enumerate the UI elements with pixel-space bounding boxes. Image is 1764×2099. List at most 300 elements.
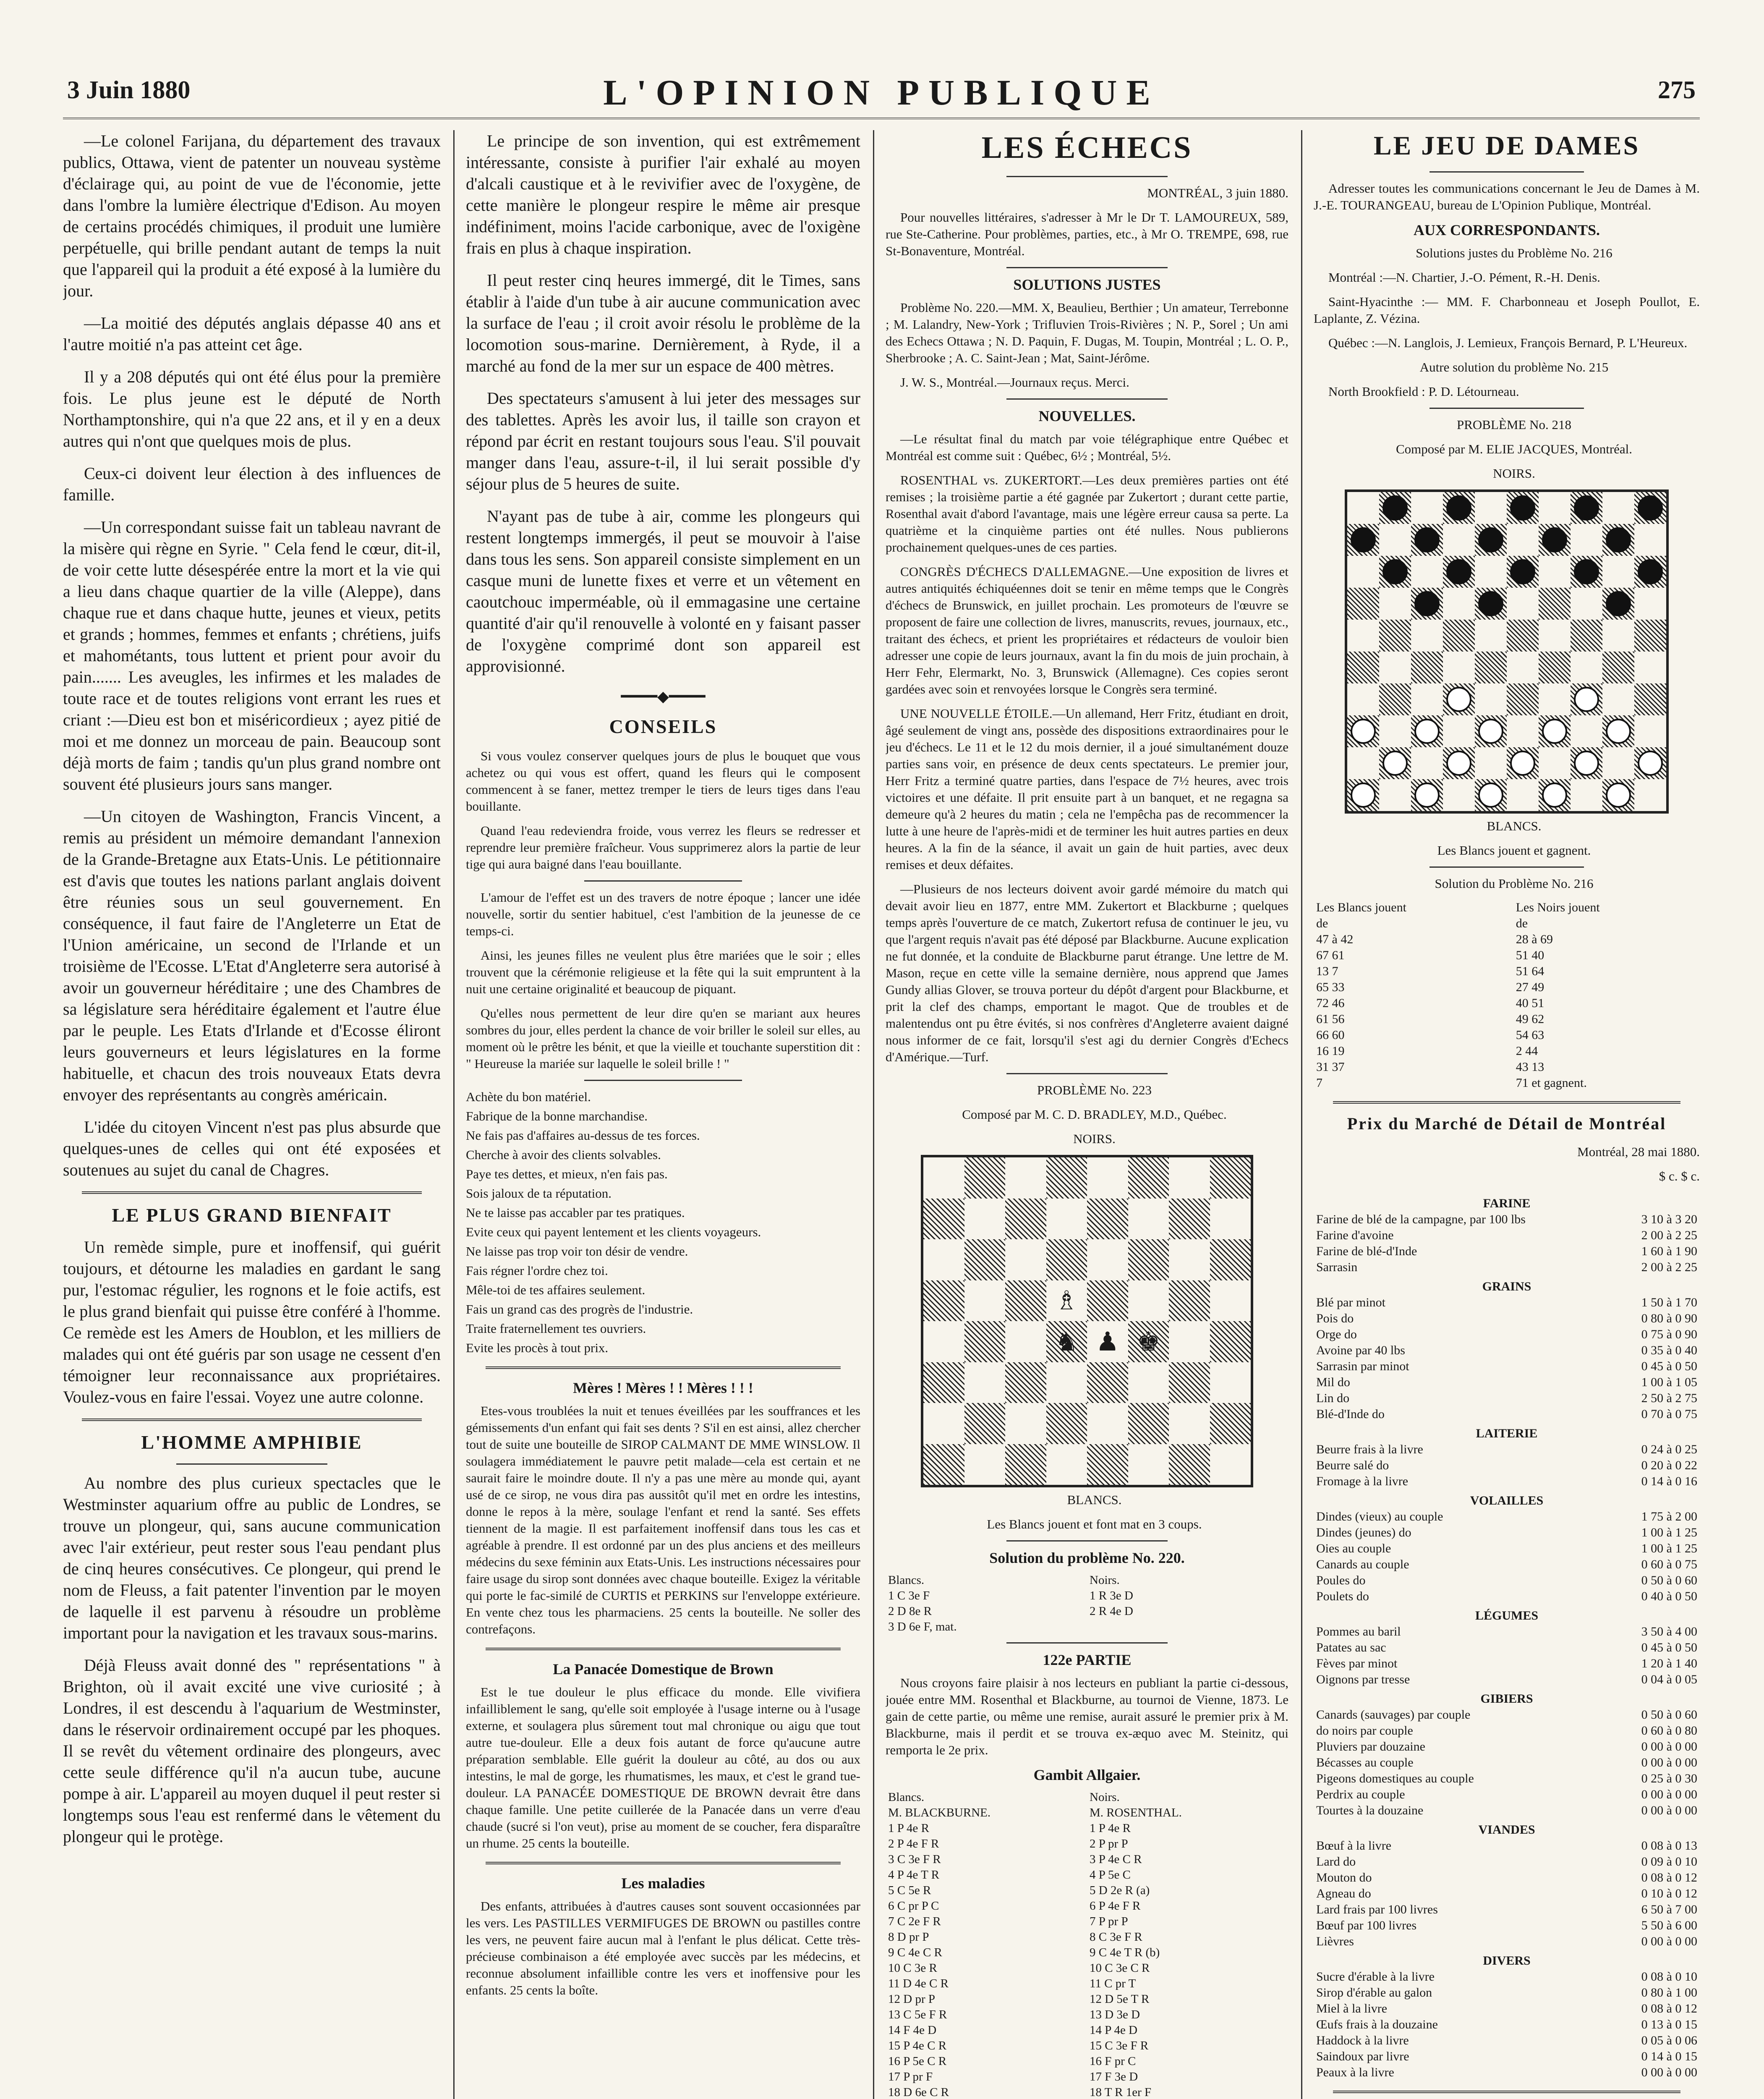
solution-row xyxy=(1314,1027,1700,1043)
article-paragraph: Déjà Fleuss avait donné des " représentations " à Brighton, où il avait excité une vive curiosité ; à Londres, il est descendu à l'aquarium de Westminster, dans le réservoir ordinairement occupé par les phoques. Il se revêt du vêtement ordinaire des plongeurs, avec cette seule différence qu'il n'a aucun tube, aucune pompe à air. L'appareil au moyen duquel il peut rester si longtemps sous l'eau est renfermé dans le vêtement du plongeur qui le protège. xyxy=(63,1656,441,1846)
draughts-square xyxy=(1475,747,1507,779)
price-item: Lard do xyxy=(1316,1855,1356,1869)
price-section-heading: DIVERS xyxy=(1483,1954,1531,1968)
price-item: Beurre frais à la livre xyxy=(1316,1442,1423,1456)
move-white: 65 33 xyxy=(1316,980,1345,994)
draughts-square xyxy=(1379,779,1411,811)
draughts-square xyxy=(1634,652,1666,683)
price-row xyxy=(1314,1934,1700,1950)
chess-square xyxy=(1169,1362,1210,1403)
chess-square xyxy=(964,1280,1006,1322)
price-value: 0 80 à 1 00 xyxy=(1641,1986,1697,2000)
draughts-square xyxy=(1539,588,1571,620)
masthead xyxy=(63,63,1700,119)
draughts-square xyxy=(1411,652,1443,683)
price-value: 0 50 à 0 60 xyxy=(1641,1708,1697,1722)
divider xyxy=(1006,267,1168,268)
price-row xyxy=(1314,2017,1700,2033)
price-row xyxy=(1314,1259,1700,1275)
black-piece xyxy=(1414,527,1440,553)
price-item: Farine de blé de la campagne, par 100 lbs xyxy=(1316,1212,1526,1226)
draughts-square xyxy=(1411,524,1443,556)
chess-square xyxy=(1169,1444,1210,1485)
solution-row xyxy=(1314,932,1700,947)
price-item: Pois do xyxy=(1316,1311,1354,1325)
move-black: 14 P 4e D xyxy=(1090,2023,1138,2037)
draughts-square xyxy=(1571,524,1602,556)
draughts-square xyxy=(1475,556,1507,588)
move-black: 2 R 4e D xyxy=(1090,1604,1133,1618)
price-value: 0 00 à 0 00 xyxy=(1641,1803,1697,1817)
move-white: 14 F 4e D xyxy=(888,2023,937,2037)
price-row xyxy=(1314,1870,1700,1886)
draughts-square xyxy=(1347,683,1379,715)
move-white: 67 61 xyxy=(1316,948,1345,962)
move-white: 4 P 4e T R xyxy=(888,1868,939,1882)
draughts-square xyxy=(1634,556,1666,588)
white-piece xyxy=(1606,719,1631,744)
chess-square xyxy=(923,1280,964,1322)
news-paragraph: L'idée du citoyen Vincent n'est pas plus absurde que quelques-unes de celles qui ont été exposées et soutenues au sujet du canal de Chagres. xyxy=(63,1118,441,1179)
price-row xyxy=(1314,1672,1700,1688)
price-table xyxy=(1314,1192,1700,2081)
price-section-row xyxy=(1314,1275,1700,1295)
problem-composer: Composé par M. ELIE JACQUES, Montréal. xyxy=(1396,442,1633,456)
ad-paragraph: Etes-vous troublées la nuit et tenues éveillées par les souffrances et les gémissements d'un enfant qui fait ses dents ? S'il en est ainsi, allez chercher tout de suite une bouteille de SIROP CALMANT DE MME WINSLOW. Il soulagera immédiatement le pauvre petit malade—cela est certain et ne saurait faire le moindre doute. Il n'y a pas une mère au monde qui, ayant usé de ce sirop, ne vous dira pas aussitôt qu'il met en ordre les intestins, donne le repos à la mère, soulage l'enfant et rend la santé. Ses effets tiennent de la magie. Il est parfaitement inoffensif dans tous les cas et agréable à prendre. Il est ordonné par un des plus anciens et des meilleurs médecins du sexe féminin aux Etats-Unis. Les instructions nécessaires pour faire usage du sirop sont données avec chaque bouteille. Exigez la véritable qui porte le fac-similé de CURTIS et PERKINS sur l'enveloppe extérieure. En vente chez tous les pharmaciens. 25 cents la bouteille. Ne soller des contrefaçons. xyxy=(466,1403,860,1636)
chess-square xyxy=(1210,1321,1251,1362)
price-row xyxy=(1314,1509,1700,1525)
draughts-square xyxy=(1539,683,1571,715)
maxim: Fabrique de la bonne marchandise. xyxy=(466,1109,648,1123)
section-divider xyxy=(486,1648,841,1650)
solution-row xyxy=(1314,1075,1700,1091)
chess-square xyxy=(1169,1239,1210,1280)
draughts-square xyxy=(1443,652,1475,683)
move-black: 15 C 3e F R xyxy=(1090,2039,1149,2052)
white-piece xyxy=(1542,719,1568,744)
move-white: 61 56 xyxy=(1316,1012,1345,1026)
price-value: 0 08 à 0 12 xyxy=(1641,1871,1697,1884)
chess-square xyxy=(1169,1403,1210,1444)
move-black: 49 62 xyxy=(1516,1012,1544,1026)
black-piece xyxy=(1606,527,1631,553)
news-paragraph: —Un correspondant suisse fait un tableau navrant de la misère qui règne en Syrie. " Cela fend le cœur, dit-il, de voir cette lutte désespérée entre la mort et la vie qui a lieu dans chaque quartier de la ville (Aleppe), dans chaque rue et dans chaque hutte, jeunes et vieux, petits et grands ; hommes, femmes et enfants ; chrétiens, juifs et mahométants, tous luttent et prient pour avoir du pain....... Les aveugles, les infirmes et les malades de toute race et de toutes religions vont errant les rues et criant :—Dieu est bon et miséricordieux ; ayez pitié de moi et me donnez un morceau de pain. Beaucoup sont déjà morts de faim ; tandis qu'un plus grand nombre ont souvent été plusieurs jours sans manger. xyxy=(63,518,441,793)
chess-square xyxy=(1046,1321,1087,1362)
price-section-heading: GIBIERS xyxy=(1480,1692,1533,1706)
maxim: Mêle-toi de tes affaires seulement. xyxy=(466,1282,645,1297)
draughts-square xyxy=(1443,779,1475,811)
heading-solution-220: Solution du problème No. 220. xyxy=(989,1549,1185,1566)
draughts-square xyxy=(1539,747,1571,779)
draughts-square xyxy=(1602,588,1634,620)
black-piece xyxy=(1638,559,1663,585)
price-item: Fèves par minot xyxy=(1316,1657,1398,1670)
black-piece xyxy=(1446,559,1472,585)
price-row xyxy=(1314,1854,1700,1870)
divider xyxy=(584,880,742,882)
price-value: 0 40 à 0 50 xyxy=(1641,1589,1697,1603)
black-piece xyxy=(1446,495,1472,521)
chess-square xyxy=(1005,1444,1046,1485)
move-white: 7 C 2e F R xyxy=(888,1915,941,1928)
price-row xyxy=(1314,1573,1700,1589)
price-row xyxy=(1314,1473,1700,1489)
advice-paragraph: L'amour de l'effet est un des travers de notre époque ; lancer une idée nouvelle, sortir du sentier habituel, c'est l'ambition de la jeunesse de ce temps-ci. xyxy=(466,890,860,938)
price-value: 0 70 à 0 75 xyxy=(1641,1407,1697,1421)
draughts-square xyxy=(1347,620,1379,652)
draughts-square xyxy=(1443,620,1475,652)
maxim: Achète du bon matériel. xyxy=(466,1089,591,1104)
price-row xyxy=(1314,2033,1700,2049)
move-white: 13 C 5e F R xyxy=(888,2008,947,2021)
heading-meres: Mères ! Mères ! ! Mères ! ! ! xyxy=(573,1379,753,1396)
move-black: 7 P pr P xyxy=(1090,1915,1128,1928)
price-row xyxy=(1314,1624,1700,1640)
white-piece xyxy=(1542,783,1568,808)
move-row xyxy=(886,2007,1288,2023)
draughts-square xyxy=(1602,620,1634,652)
price-row xyxy=(1314,1803,1700,1819)
draughts-square xyxy=(1379,588,1411,620)
price-section-heading: FARINE xyxy=(1483,1196,1531,1210)
advice-paragraph: Quand l'eau redeviendra froide, vous verrez les fleurs se redresser et reprendre leur première fraîcheur. Vous supprimerez alors la partie de leur tige qui aura baigné dans l'eau bouillante. xyxy=(466,823,860,872)
chess-square xyxy=(1210,1362,1251,1403)
divider xyxy=(1006,1642,1168,1644)
price-row xyxy=(1314,1327,1700,1343)
page-number: 275 xyxy=(1658,76,1696,104)
draughts-square xyxy=(1602,652,1634,683)
section-divider xyxy=(82,1191,422,1194)
solution-row xyxy=(1314,995,1700,1011)
divider xyxy=(1006,398,1168,400)
draughts-square xyxy=(1634,683,1666,715)
heading-amphibie: L'HOMME AMPHIBIE xyxy=(141,1432,363,1453)
heading-nouvelles: NOUVELLES. xyxy=(1038,408,1136,424)
price-row xyxy=(1314,1311,1700,1327)
draughts-square xyxy=(1539,556,1571,588)
price-row xyxy=(1314,1656,1700,1672)
chess-square xyxy=(1169,1199,1210,1240)
draughts-square xyxy=(1634,747,1666,779)
move-row xyxy=(886,2085,1288,2099)
move-row xyxy=(886,1619,1288,1635)
corr-subtitle: Solutions justes du Problème No. 216 xyxy=(1416,246,1612,260)
chess-board xyxy=(921,1155,1253,1487)
move-black: 10 C 3e C R xyxy=(1090,1961,1150,1975)
price-row xyxy=(1314,1212,1700,1227)
draughts-square xyxy=(1475,652,1507,683)
price-item: Canards (sauvages) par couple xyxy=(1316,1708,1471,1722)
move-black: 13 D 3e D xyxy=(1090,2008,1140,2021)
price-value: 0 35 à 0 40 xyxy=(1641,1343,1697,1357)
move-white: 13 7 xyxy=(1316,964,1338,978)
draughts-square xyxy=(1411,683,1443,715)
black-piece xyxy=(1382,559,1408,585)
label-noirs: NOIRS. xyxy=(1073,1131,1116,1146)
heading-maladies: Les maladies xyxy=(621,1875,705,1892)
draughts-square xyxy=(1347,779,1379,811)
price-value: 0 50 à 0 60 xyxy=(1641,1573,1697,1587)
chess-square xyxy=(923,1403,964,1444)
heading-gambit: Gambit Allgaier. xyxy=(1033,1767,1141,1783)
price-item: Sucre d'érable à la livre xyxy=(1316,1970,1435,1984)
price-value: 1 50 à 1 70 xyxy=(1641,1296,1697,1309)
problem-caption: Les Blancs jouent et gagnent. xyxy=(1437,843,1591,858)
white-piece xyxy=(1351,783,1376,808)
chess-square xyxy=(1128,1362,1169,1403)
draughts-square xyxy=(1411,620,1443,652)
price-value: 0 25 à 0 30 xyxy=(1641,1772,1697,1785)
maxim: Ne laisse pas trop voir ton désir de vendre. xyxy=(466,1244,688,1259)
price-section-row xyxy=(1314,1604,1700,1624)
draughts-square xyxy=(1507,588,1539,620)
move-black: 1 P 4e R xyxy=(1090,1822,1131,1835)
maxim: Fais un grand cas des progrès de l'industrie. xyxy=(466,1302,693,1316)
price-value: 0 00 à 0 00 xyxy=(1641,1740,1697,1754)
price-item: Pigeons domestiques au couple xyxy=(1316,1772,1474,1785)
solution-row xyxy=(1314,979,1700,995)
issue-date: 3 Juin 1880 xyxy=(67,76,191,104)
section-divider xyxy=(486,1366,841,1369)
move-white: 72 46 xyxy=(1316,996,1345,1010)
heading-dames: LE JEU DE DAMES xyxy=(1373,131,1640,160)
heading-correspondants: AUX CORRESPONDANTS. xyxy=(1413,222,1600,238)
news-item: —Le résultat final du match par voie télégraphique entre Québec et Montréal est comme suit : Québec, 6½ ; Montréal, 5½. xyxy=(886,432,1288,463)
chess-square xyxy=(923,1239,964,1280)
black-piece xyxy=(1542,527,1568,553)
price-item: Poules do xyxy=(1316,1573,1366,1587)
corr-line: Montréal :—N. Chartier, J.-O. Pément, R.-H. Denis. xyxy=(1328,270,1600,285)
price-row xyxy=(1314,1390,1700,1406)
divider xyxy=(1429,408,1584,409)
draughts-square xyxy=(1475,779,1507,811)
move-white: 18 D 6e C R xyxy=(888,2086,949,2099)
draughts-square xyxy=(1507,556,1539,588)
move-row xyxy=(886,1992,1288,2007)
price-value: 0 08 à 0 13 xyxy=(1641,1839,1697,1853)
chess-square xyxy=(1005,1199,1046,1240)
chess-square xyxy=(1046,1280,1087,1322)
solution-row xyxy=(1314,963,1700,979)
black-piece xyxy=(1638,495,1663,521)
problem-title: PROBLÈME No. 223 xyxy=(1037,1083,1152,1097)
corr-line: Québec :—N. Langlois, J. Lemieux, François Bernard, P. L'Heureux. xyxy=(1328,335,1688,350)
price-value: 2 50 à 2 75 xyxy=(1641,1391,1697,1405)
draughts-square xyxy=(1634,715,1666,747)
col-head-white: Blancs. xyxy=(888,1573,925,1587)
chess-square xyxy=(1087,1280,1128,1322)
heading-solution-216: Solution du Problème No. 216 xyxy=(1435,876,1594,891)
price-row xyxy=(1314,1739,1700,1755)
move-black: 18 T R 1er F xyxy=(1090,2086,1152,2099)
draughts-square xyxy=(1571,620,1602,652)
news-paragraph: —Un citoyen de Washington, Francis Vincent, a remis au président un mémoire demandant l'annexion de la Grande-Bretagne aux Etats-Unis. Le pétitionnaire est d'avis que toutes les nations parlant anglais doivent être réunies sous un seul gouvernement. En conséquence, il faut faire de l'Angleterre un Etat de l'Union américaine, un second de l'Irlande et un troisième de l'Ecosse. L'Etat d'Angleterre sera autorisé à avoir un gouverneur héréditaire ; une des Chambres de sa législature sera héréditaire également et l'autre élue par le peuple. Les Etats d'Irlande et d'Ecosse éliront leurs gouverneurs et leurs législatures en la forme habituelle, et chacun des trois nouveaux Etats devra envoyer des représentants au congrès américain. xyxy=(63,807,441,1104)
draughts-square xyxy=(1347,556,1379,588)
maxim: Paye tes dettes, et mieux, n'en fais pas. xyxy=(466,1167,668,1181)
draughts-square xyxy=(1347,747,1379,779)
col-head: de xyxy=(1316,916,1328,930)
move-black: 28 à 69 xyxy=(1516,932,1553,946)
heading-bienfait: LE PLUS GRAND BIENFAIT xyxy=(112,1204,392,1226)
price-value: 6 50 à 7 00 xyxy=(1641,1903,1697,1916)
move-black: 17 F 3e D xyxy=(1090,2070,1138,2083)
partie-intro: Nous croyons faire plaisir à nos lecteurs en publiant la partie ci-dessous, jouée entre MM. Rosenthal et Blackburne, au tournoi de Vienne, 1873. Le gain de cette partie, ou même une remise, aurait assuré le premier prix à M. Blackburne, mais il perdit et se trouva ex-æquo avec M. Steinitz, qui remporta le 2e prix. xyxy=(886,1675,1288,1757)
draughts-square xyxy=(1602,779,1634,811)
price-value: 1 00 à 1 05 xyxy=(1641,1375,1697,1389)
chess-piece: ♞ xyxy=(1055,1326,1079,1357)
col-head: Les Noirs jouent xyxy=(1516,900,1600,914)
heading-solutions: SOLUTIONS JUSTES xyxy=(1013,276,1161,293)
price-value: 5 50 à 6 00 xyxy=(1641,1918,1697,1932)
chess-square xyxy=(1169,1321,1210,1362)
price-row xyxy=(1314,1902,1700,1918)
price-item: Bœuf par 100 livres xyxy=(1316,1918,1417,1932)
white-piece xyxy=(1414,719,1440,744)
draughts-square xyxy=(1634,620,1666,652)
draughts-square xyxy=(1634,492,1666,524)
move-black: 40 51 xyxy=(1516,996,1544,1010)
article-paragraph: Au nombre des plus curieux spectacles que le Westminster aquarium offre au public de Londres, se trouve un plongeur, qui, sans aucune communication avec l'air extérieur, peut rester sous l'eau pendant plus de cinq heures consécutives. Ce plongeur, qui prend le nom de Fleuss, a fait patenter l'invention par le moyen de laquelle il est parvenu à résoudre un problème important pour la navigation et les travaux sous-marins. xyxy=(63,1473,441,1642)
article-paragraph: Il peut rester cinq heures immergé, dit le Times, sans établir à l'aide d'un tube à air aucune communication avec la surface de l'eau ; il croit avoir résolu le problème de la locomotion sous-marine. Dernièrement, à Ryde, il a marché au fond de la mer sur un espace de 400 mètres. xyxy=(466,271,860,375)
price-item: Beurre salé do xyxy=(1316,1458,1389,1472)
move-black: 51 64 xyxy=(1516,964,1544,978)
price-value: 1 20 à 1 40 xyxy=(1641,1657,1697,1670)
chess-square xyxy=(923,1157,964,1199)
move-white: 11 D 4e C R xyxy=(888,1977,949,1990)
price-value: 0 45 à 0 50 xyxy=(1641,1359,1697,1373)
prix-date: Montréal, 28 mai 1880. xyxy=(1577,1144,1700,1159)
draughts-square xyxy=(1571,652,1602,683)
price-item: Tourtes à la douzaine xyxy=(1316,1803,1424,1817)
black-piece xyxy=(1382,495,1408,521)
price-item: Blé-d'Inde do xyxy=(1316,1407,1385,1421)
move-row xyxy=(886,1898,1288,1914)
black-piece xyxy=(1510,495,1536,521)
move-black: 54 63 xyxy=(1516,1028,1544,1042)
move-white: 2 P 4e F R xyxy=(888,1837,939,1850)
draughts-square xyxy=(1443,588,1475,620)
heading-panacee: La Panacée Domestique de Brown xyxy=(553,1661,774,1678)
section-divider xyxy=(486,1862,841,1864)
corr-line: Saint-Hyacinthe :— MM. F. Charbonneau et Joseph Poullot, E. Laplante, Z. Vézina. xyxy=(1314,294,1700,326)
draughts-square xyxy=(1379,524,1411,556)
draughts-square xyxy=(1443,715,1475,747)
price-value: 0 05 à 0 06 xyxy=(1641,2034,1697,2047)
move-black: 8 C 3e F R xyxy=(1090,1930,1142,1944)
player-white: M. BLACKBURNE. xyxy=(888,1806,991,1819)
draughts-square xyxy=(1507,683,1539,715)
chess-square xyxy=(1087,1444,1128,1485)
chess-square xyxy=(923,1362,964,1403)
move-row xyxy=(886,1929,1288,1945)
price-item: Lièvres xyxy=(1316,1934,1354,1948)
white-piece xyxy=(1574,687,1599,712)
draughts-square xyxy=(1571,492,1602,524)
chess-square xyxy=(1046,1157,1087,1199)
chess-square xyxy=(1128,1444,1169,1485)
dateline: MONTRÉAL, 3 juin 1880. xyxy=(1147,186,1288,200)
draughts-square xyxy=(1443,524,1475,556)
price-item: Peaux à la livre xyxy=(1316,2065,1394,2079)
draughts-square xyxy=(1507,524,1539,556)
price-value: 2 00 à 2 25 xyxy=(1641,1260,1697,1274)
article-paragraph: Le principe de son invention, qui est extrêmement intéressante, consiste à purifier l'air exhalé au moyen d'alcali caustique et à le revivifier avec de l'oxygène, de cette manière le plongeur respire le même air presque indéfiniment, moins l'acide carbonique, avec de l'oxigène frais en plus à chaque inspiration. xyxy=(466,131,860,257)
chess-square xyxy=(1087,1362,1128,1403)
move-white: 3 D 6e F, mat. xyxy=(888,1620,957,1633)
draughts-square xyxy=(1347,492,1379,524)
maxim: Traite fraternellement tes ouvriers. xyxy=(466,1321,646,1336)
news-paragraph: —Le colonel Farijana, du département des travaux publics, Ottawa, vient de patenter un nouveau système d'éclairage qui, au point de vue de l'économie, jette dans l'ombre la lumière électrique d'Edison. Au moyen de certains procédés chimiques, il produit une lumière perpétuelle, qui brille pendant autant de temps la nuit que l'appareil qui la produit a été exposé à la lumière du jour. xyxy=(63,131,441,300)
price-row xyxy=(1314,1755,1700,1771)
price-value: 0 60 à 0 75 xyxy=(1641,1557,1697,1571)
price-value: 1 00 à 1 25 xyxy=(1641,1542,1697,1555)
divider xyxy=(1006,1073,1168,1074)
draughts-square xyxy=(1602,556,1634,588)
chess-square xyxy=(1005,1403,1046,1444)
price-row xyxy=(1314,1787,1700,1803)
price-item: Mouton do xyxy=(1316,1871,1372,1884)
chess-square xyxy=(1046,1199,1087,1240)
move-black: 2 P pr P xyxy=(1090,1837,1128,1850)
draughts-square xyxy=(1411,492,1443,524)
price-item: Haddock à la livre xyxy=(1316,2034,1409,2047)
draughts-square xyxy=(1347,652,1379,683)
chess-square xyxy=(1128,1403,1169,1444)
draughts-square xyxy=(1539,524,1571,556)
corr-line: North Brookfield : P. D. Létourneau. xyxy=(1328,384,1519,399)
price-section-heading: LÉGUMES xyxy=(1475,1609,1539,1623)
chess-square xyxy=(1005,1239,1046,1280)
problem-composer: Composé par M. C. D. BRADLEY, M.D., Québec. xyxy=(962,1107,1227,1122)
draughts-square xyxy=(1507,747,1539,779)
column-rule xyxy=(453,130,455,2099)
price-item: Dindes (vieux) au couple xyxy=(1316,1510,1443,1523)
price-value: 0 00 à 0 00 xyxy=(1641,1756,1697,1769)
draughts-square xyxy=(1347,524,1379,556)
price-row xyxy=(1314,1358,1700,1374)
chess-square xyxy=(1128,1239,1169,1280)
move-white: 47 à 42 xyxy=(1316,932,1354,946)
move-black: 9 C 4e T R (b) xyxy=(1090,1946,1160,1959)
price-item: Miel à la livre xyxy=(1316,2002,1388,2015)
draughts-square xyxy=(1443,492,1475,524)
draughts-square xyxy=(1379,683,1411,715)
maxims-list xyxy=(466,1089,860,1356)
price-row xyxy=(1314,1227,1700,1243)
move-row xyxy=(886,1604,1288,1619)
news-item: UNE NOUVELLE ÉTOILE.—Un allemand, Herr Fritz, étudiant en droit, âgé seulement de vingt ans, possède des dispositions extraordinaires pour le jeu d'échecs. Le 11 et le 12 du mois dernier, il a joué simultanément douze parties sans voir, en présence de deux cents spectateurs. Le premier jour, Herr Fritz a terminé quatre parties, dans l'espace de 7½ heures, avec trois victoires et une défaite. Il prit ensuite part à un banquet, et ne regagna sa demeure qu'à 2 heures du matin ; cela ne l'empêcha pas de recommencer la lutte à une heure de l'après-midi et de terminer les huit autres parties en deux heures. A la fin de la séance, il avait un gain de huit parties, avec deux remises et deux défaites. xyxy=(886,706,1288,872)
price-value: 2 00 à 2 25 xyxy=(1641,1228,1697,1242)
chess-square xyxy=(1087,1157,1128,1199)
move-black: 11 C pr T xyxy=(1090,1977,1136,1990)
chess-square xyxy=(1005,1157,1046,1199)
price-item: Mil do xyxy=(1316,1375,1350,1389)
draughts-square xyxy=(1347,588,1379,620)
advice-paragraph: Ainsi, les jeunes filles ne veulent plus être mariées que le soir ; elles trouvent que la cérémonie religieuse et la fête qui la suit empruntent à la nuit une certaine originalité et beaucoup de piquant. xyxy=(466,948,860,996)
move-white: 5 C 5e R xyxy=(888,1884,931,1897)
price-row xyxy=(1314,1541,1700,1557)
black-piece xyxy=(1414,591,1440,617)
price-item: Bœuf à la livre xyxy=(1316,1839,1392,1853)
chess-square xyxy=(1210,1444,1251,1485)
move-black: 1 R 3e D xyxy=(1090,1589,1133,1602)
solution-row xyxy=(1314,1011,1700,1027)
chess-square xyxy=(1087,1403,1128,1444)
chess-square xyxy=(1169,1280,1210,1322)
column-3-chess xyxy=(886,130,1288,2099)
draughts-board xyxy=(1345,489,1669,814)
price-row xyxy=(1314,1918,1700,1934)
